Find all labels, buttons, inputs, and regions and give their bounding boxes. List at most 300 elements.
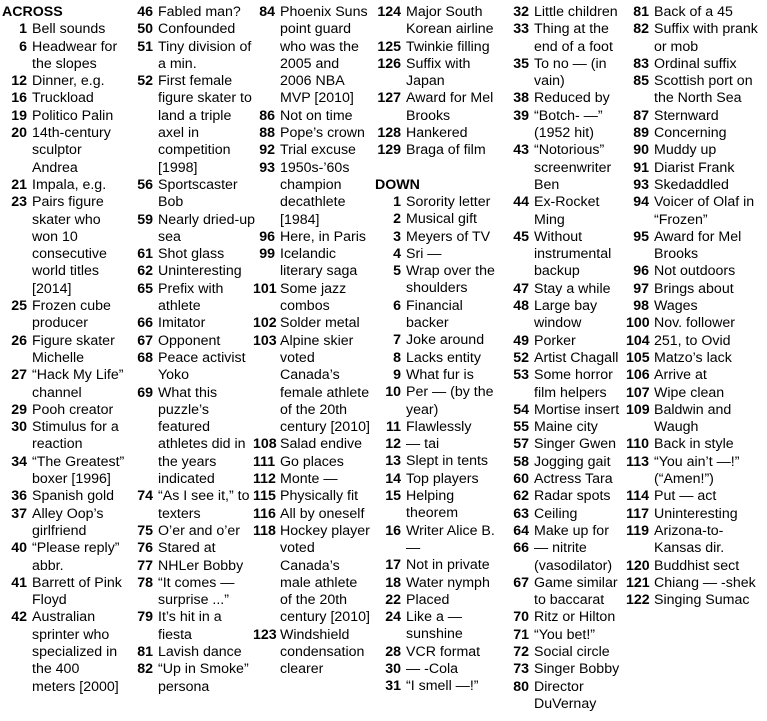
clue-number: 4 [393, 245, 401, 262]
clue-number: 45 [513, 228, 529, 245]
clue-number: 25 [11, 298, 27, 315]
clue-text: NHLer Bobby [158, 557, 244, 574]
clue-text: Not on time [280, 107, 353, 124]
clue-text: — -Cola [406, 660, 459, 677]
clue-text: Social circle [534, 643, 610, 660]
clue-text: “Please reply” abbr. [32, 540, 120, 574]
clue-text: Physically fit [280, 488, 359, 505]
clue-item [0, 90, 126, 107]
clue-item [626, 298, 764, 315]
clue-number: 93 [259, 159, 275, 176]
clue-text: Brings about [654, 280, 734, 297]
clue-item [373, 644, 499, 661]
clue-item [130, 333, 256, 350]
clue-text: Large bay window [534, 298, 598, 332]
clue-number: 124 [377, 4, 401, 20]
clue-number: 16 [385, 522, 401, 539]
clue-number: 88 [259, 125, 275, 142]
clue-number: 33 [513, 21, 529, 38]
clue-item [130, 609, 256, 644]
clue-text: Pairs figure skater who won 10 consecutive world titles [2014] [32, 194, 107, 297]
clue-text: To no — (in vain) [534, 55, 607, 90]
clue-text: Concerning [654, 125, 727, 142]
clue-item [626, 488, 764, 505]
clue-text: Hankered [406, 125, 468, 142]
clue-item [503, 540, 629, 575]
clue-item [626, 523, 764, 558]
clue-text: Peace activist Yoko [158, 349, 246, 384]
clue-item [626, 263, 764, 280]
clue-number: 105 [626, 349, 650, 366]
clue-text: Tiny division of a min. [158, 38, 252, 72]
clue-item [626, 402, 764, 437]
clue-item [626, 592, 764, 609]
clue-item [130, 73, 256, 177]
clue-text: Diarist Frank [654, 159, 735, 176]
clue-item [373, 194, 499, 211]
clue-number: 111 [253, 453, 276, 470]
clue-item [626, 142, 764, 159]
clue-item [253, 471, 371, 488]
clue-number: 62 [137, 263, 153, 280]
clue-text: Chiang — -shek [654, 574, 756, 591]
clue-number: 50 [137, 21, 153, 38]
clue-item [626, 194, 764, 229]
clue-item [0, 540, 126, 575]
clue-number: 129 [377, 142, 401, 159]
clue-item [373, 523, 499, 558]
clue-number: 81 [137, 643, 153, 660]
clue-item [503, 402, 629, 419]
clue-text: Sternward [654, 107, 719, 124]
clue-item [130, 315, 256, 332]
clue-text: What fur is [406, 366, 474, 383]
clue-number: 28 [385, 643, 401, 660]
clue-text: First female figure skater to land a triple axel in competition [1998] [158, 73, 252, 176]
clue-text: Salad endive [280, 436, 363, 453]
clue-text: Phoenix Suns point guard who was the 2005 and 2006 NBA MVP [2010] [280, 4, 368, 107]
clue-text: Little children [534, 4, 618, 20]
clue-text: “As I see it,” to texters [158, 488, 250, 522]
clue-item [130, 212, 256, 247]
clue-item [0, 194, 126, 298]
clue-item [503, 679, 629, 714]
clue-number: 78 [137, 574, 153, 591]
clue-text: Pope’s crown [280, 125, 365, 142]
clue-item [0, 298, 126, 333]
clue-number: 30 [385, 660, 401, 677]
clue-item [0, 73, 126, 90]
clue-item [503, 367, 629, 402]
clue-text: Musical gift [406, 211, 477, 228]
clue-number: 80 [513, 678, 529, 695]
clue-item [253, 523, 371, 627]
clue-item [503, 575, 629, 610]
clue-item [373, 575, 499, 592]
clue-text: Matzo’s lack [654, 349, 732, 366]
clue-number: 113 [626, 453, 649, 470]
clue-item [503, 644, 629, 661]
clue-number: 58 [513, 453, 529, 470]
clue-number: 56 [137, 176, 153, 193]
clue-number: 117 [626, 505, 649, 522]
clue-text: Financial backer [406, 297, 463, 332]
clue-number: 85 [633, 73, 649, 90]
clue-item [503, 194, 629, 229]
clue-text: Headwear for the slopes [32, 38, 118, 72]
clue-text: Maine city [534, 419, 598, 436]
clue-text: Some jazz combos [280, 280, 347, 315]
clue-text: “Up in Smoke” persona [158, 661, 249, 695]
clue-number: 82 [633, 21, 649, 38]
clue-text: Monte — [280, 471, 338, 488]
clue-text: Singer Gwen [534, 436, 617, 453]
clue-text: Top players [406, 470, 479, 487]
clue-item [253, 333, 371, 437]
clue-item [130, 4, 256, 21]
clue-item [373, 609, 499, 644]
clue-text: Game similar to baccarat [534, 574, 618, 609]
clue-text: Figure skater Michelle [32, 332, 115, 366]
clue-item [503, 229, 629, 281]
clue-number: 121 [626, 574, 650, 591]
clue-item [253, 246, 371, 281]
clue-number: 83 [633, 55, 649, 72]
clue-number: 62 [513, 488, 529, 505]
clue-item [626, 177, 764, 194]
clue-column-5 [503, 4, 629, 713]
clue-item [253, 4, 371, 108]
clue-item [373, 488, 499, 523]
clue-number: 49 [513, 332, 529, 349]
clue-number: 64 [513, 522, 529, 539]
clue-item [503, 21, 629, 56]
clue-number: 114 [626, 488, 649, 505]
clue-text: Suffix with Japan [406, 55, 471, 90]
clue-number: 37 [11, 505, 27, 522]
clue-text: Mortise insert [534, 401, 620, 418]
clue-item [503, 4, 629, 21]
clue-number: 51 [137, 38, 153, 55]
clue-text: Nov. follower [654, 315, 735, 332]
clue-item [253, 142, 371, 159]
clue-number: 95 [633, 228, 649, 245]
clue-item [626, 281, 764, 298]
clue-text: Braga of film [406, 142, 486, 159]
clue-item [626, 315, 764, 332]
clue-item [626, 160, 764, 177]
clue-number: 60 [513, 471, 529, 488]
clue-item [0, 367, 126, 402]
clue-text: Placed [406, 591, 450, 608]
clue-item [130, 558, 256, 575]
clue-column-3 [253, 4, 371, 679]
clue-number: 23 [11, 194, 27, 211]
clue-text: Stay a while [534, 280, 611, 297]
clue-number: 63 [513, 505, 529, 522]
clue-number: 7 [393, 332, 401, 349]
clue-number: 16 [11, 90, 27, 107]
clue-text: Award for Mel Brooks [654, 228, 742, 263]
clue-text: Prefix with athlete [158, 280, 224, 315]
clue-item [0, 177, 126, 194]
clue-text: What this puzzle’s featured athletes did in the years indicated [158, 384, 246, 488]
clue-number: 17 [385, 557, 401, 574]
clue-item [0, 488, 126, 505]
clue-number: 41 [11, 574, 27, 591]
clue-number: 109 [626, 401, 650, 418]
clue-item [373, 350, 499, 367]
clue-number: 115 [253, 488, 276, 505]
clue-number: 103 [253, 332, 277, 349]
clue-number: 15 [385, 488, 401, 505]
clue-item [503, 454, 629, 471]
clue-item [373, 367, 499, 384]
clue-text: “You ain’t —!” (“Amen!”) [654, 453, 740, 488]
clue-number: 84 [259, 4, 275, 20]
clue-text: Barrett of Pink Floyd [32, 574, 122, 609]
clue-number: 125 [377, 38, 401, 55]
clue-item [253, 506, 371, 523]
clue-item [130, 177, 256, 212]
section-heading-down: DOWN [375, 176, 420, 193]
clue-text: Wrap over the shoulders [406, 263, 495, 297]
clue-number: 12 [385, 436, 401, 453]
clue-text: Ex-Rocket Ming [534, 194, 600, 228]
clue-text: Back of a 45 [654, 4, 733, 20]
clue-item [626, 21, 764, 56]
clue-text: Frozen cube producer [32, 298, 111, 332]
clue-text: Without instrumental backup [534, 228, 612, 280]
clue-item [253, 454, 371, 471]
clue-text: Imitator [158, 315, 206, 332]
clue-text: Politico Palin [32, 107, 114, 124]
clue-text: Voicer of Olaf in “Frozen” [654, 194, 755, 228]
clue-item [626, 73, 764, 108]
clue-column-1 [0, 4, 126, 696]
clue-text: Water nymph [406, 574, 490, 591]
clue-number: 66 [137, 315, 153, 332]
clue-text: Helping theorem [406, 488, 459, 522]
clue-text: 14th-century sculptor Andrea [32, 125, 111, 176]
clue-text: Arizona-to-Kansas dir. [654, 522, 725, 557]
clue-text: Jogging gait [534, 453, 611, 470]
clue-item [373, 384, 499, 419]
clue-text: It’s hit in a fiesta [158, 609, 222, 643]
clue-text: Lavish dance [158, 643, 242, 660]
clue-item [130, 281, 256, 316]
clue-item [373, 211, 499, 228]
clue-text: “Hack My Life” channel [32, 367, 124, 401]
clue-item [0, 125, 126, 177]
clue-number: 18 [385, 574, 401, 591]
clue-number: 112 [253, 471, 276, 488]
clue-item [0, 454, 126, 489]
clue-number: 119 [626, 522, 649, 539]
clue-text: Arrive at [654, 367, 707, 384]
clue-item [626, 229, 764, 264]
clue-item [0, 333, 126, 368]
clue-number: 1 [19, 21, 27, 38]
clue-column-4 [373, 4, 499, 696]
clue-text: VCR format [406, 643, 481, 660]
clue-item [626, 56, 764, 73]
clue-item [253, 436, 371, 453]
clue-text: Confounded [158, 21, 236, 38]
clue-item [373, 332, 499, 349]
clue-item [626, 454, 764, 489]
clue-number: 68 [137, 349, 153, 366]
clue-item [253, 108, 371, 125]
clue-number: 11 [386, 418, 401, 435]
clue-item [626, 125, 764, 142]
clue-text: Joke around [406, 332, 485, 349]
clue-text: Scottish port on the North Sea [654, 73, 753, 107]
clue-text: Artist Chagall [534, 349, 619, 366]
clue-number: 61 [137, 246, 153, 263]
clue-item [0, 575, 126, 610]
clue-number: 71 [513, 626, 529, 643]
clue-item [373, 142, 499, 159]
clue-text: “It comes — surprise ...” [158, 574, 235, 609]
clue-item [626, 506, 764, 523]
clue-number: 74 [137, 488, 153, 505]
clue-text: Suffix with prank or mob [654, 21, 758, 55]
clue-number: 38 [513, 90, 529, 107]
clue-number: 39 [513, 107, 529, 124]
clue-number: 116 [253, 505, 276, 522]
clue-number: 126 [377, 55, 401, 72]
clue-text: Fabled man? [158, 4, 241, 20]
clue-text: Buddhist sect [654, 557, 740, 574]
clue-item [626, 436, 764, 453]
clue-text: Stimulus for a reaction [32, 419, 119, 453]
clue-text: Alpine skier voted Canada’s female athlete of the 20th century [2010] [280, 332, 370, 436]
clue-number: 29 [11, 401, 27, 418]
clue-number: 48 [513, 298, 529, 315]
clue-item [373, 246, 499, 263]
clue-number: 101 [253, 280, 277, 297]
clue-item [503, 298, 629, 333]
clue-text: Radar spots [534, 488, 611, 505]
clue-text: Flawlessly [406, 418, 472, 435]
clue-item [253, 160, 371, 229]
clue-item [503, 350, 629, 367]
clue-number: 69 [137, 384, 153, 401]
clue-text: Actress Tara [534, 471, 613, 488]
clue-text: Thing at the end of a foot [534, 21, 613, 55]
clue-item [503, 108, 629, 143]
clue-number: 120 [626, 557, 650, 574]
clue-item [130, 21, 256, 38]
clue-item [130, 661, 256, 696]
clue-text: Sorority letter [406, 193, 491, 210]
clue-number: 90 [633, 142, 649, 159]
clue-text: Some horror film helpers [534, 367, 613, 401]
clue-item [626, 575, 764, 592]
clue-text: Bell sounds [32, 21, 106, 38]
clue-number: 91 [633, 159, 649, 176]
clue-text: Singer Bobby [534, 661, 620, 678]
clue-number: 20 [11, 125, 27, 142]
clue-item [0, 39, 126, 74]
clue-number: 122 [626, 592, 650, 609]
clue-number: 108 [253, 436, 277, 453]
clue-item [253, 627, 371, 679]
clue-item [253, 488, 371, 505]
clue-item [503, 281, 629, 298]
clue-text: Stared at [158, 540, 216, 557]
clue-number: 54 [513, 401, 529, 418]
clue-number: 104 [626, 332, 650, 349]
clue-number: 99 [259, 246, 275, 263]
clue-number: 42 [11, 609, 27, 626]
clue-text: Slept in tents [406, 453, 489, 470]
clue-item [253, 315, 371, 332]
clue-number: 31 [385, 678, 401, 695]
clue-number: 67 [137, 332, 153, 349]
clue-text: Ceiling [534, 505, 578, 522]
clue-item [0, 108, 126, 125]
clue-number: 3 [393, 228, 401, 245]
section-spacer [373, 160, 499, 177]
clue-item [130, 385, 256, 489]
clue-text: Ordinal suffix [654, 55, 737, 72]
clue-number: 10 [385, 384, 401, 401]
clue-item [503, 436, 629, 453]
clue-item [373, 229, 499, 246]
clue-item [373, 678, 499, 695]
clue-number: 6 [19, 38, 27, 55]
clue-text: Singing Sumac [654, 592, 750, 609]
clue-number: 96 [259, 228, 275, 245]
clue-number: 98 [633, 298, 649, 315]
clue-text: Go places [280, 453, 344, 470]
clue-item [503, 506, 629, 523]
clue-item [503, 488, 629, 505]
clue-number: 94 [633, 194, 649, 211]
clue-text: “The Greatest” boxer [1996] [32, 453, 125, 488]
clue-number: 86 [259, 107, 275, 124]
clue-number: 19 [11, 107, 27, 124]
clue-text: Make up for [534, 522, 609, 539]
clue-text: 251, to Ovid [654, 332, 731, 349]
clue-number: 27 [11, 367, 27, 384]
clue-text: Impala, e.g. [32, 176, 107, 193]
clue-text: Icelandic literary saga [280, 246, 358, 280]
clue-number: 107 [626, 384, 650, 401]
clue-text: Per — (by the year) [406, 384, 494, 418]
clue-item [503, 333, 629, 350]
clue-item [626, 558, 764, 575]
clue-number: 30 [11, 419, 27, 436]
clue-number: 66 [513, 540, 529, 557]
clue-number: 1 [393, 193, 401, 210]
clue-number: 100 [626, 315, 650, 332]
clue-item [130, 488, 256, 523]
clue-item [373, 419, 499, 436]
clue-item [130, 263, 256, 280]
clue-text: Sportscaster Bob [158, 176, 238, 211]
clue-item [626, 367, 764, 384]
clue-number: 2 [393, 211, 401, 228]
clue-item [503, 90, 629, 107]
clue-text: Director DuVernay [534, 678, 597, 712]
clue-number: 97 [633, 280, 649, 297]
clue-item [503, 142, 629, 194]
clue-item [373, 125, 499, 142]
clue-number: 70 [513, 609, 529, 626]
